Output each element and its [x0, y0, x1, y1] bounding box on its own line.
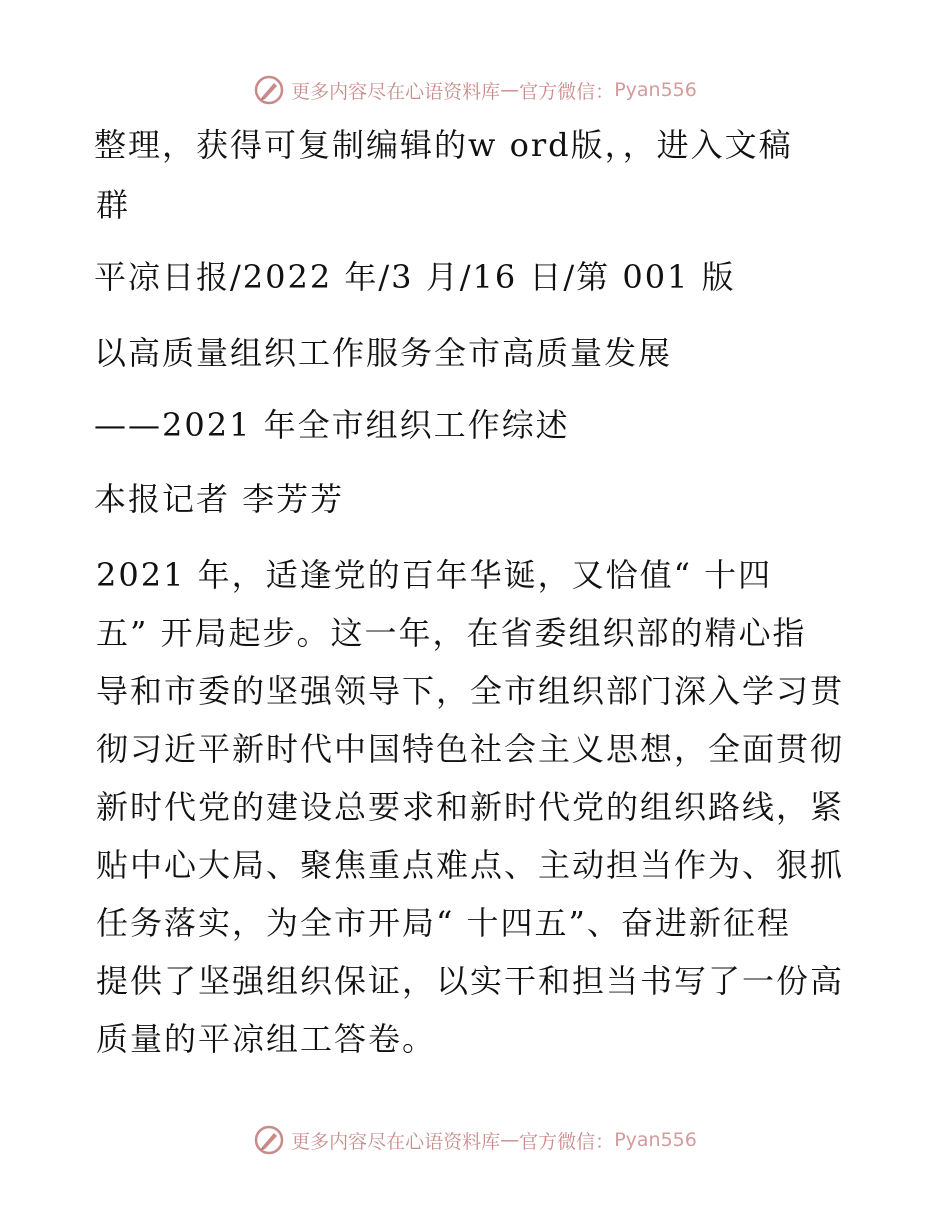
body-line: 提供了坚强组织保证，以实干和担当书写了一份高 [96, 962, 845, 1000]
header-line-2: 群 [96, 186, 131, 224]
watermark-text: 更多内容尽在心语资料库 [291, 1130, 501, 1153]
body-line: 质量的平凉组工答卷。 [96, 1020, 437, 1058]
body-line: 任务落实，为全市开局“ 十四五”、奋进新征程 [96, 904, 791, 942]
watermark-header [0, 70, 950, 110]
watermark-separator: — [500, 79, 520, 101]
body-line: 新时代党的建设总要求和新时代党的组织路线，紧 [96, 788, 845, 826]
body-line: 导和市委的坚强领导下，全市组织部门深入学习贯 [96, 672, 845, 710]
watermark-separator: — [500, 1129, 520, 1151]
article-body [96, 546, 950, 1068]
article-title: 以高质量组织工作服务全市高质量发展 [94, 334, 673, 372]
body-line: 五” 开局起步。这一年，在省委组织部的精心指 [96, 614, 807, 652]
header-line-1: 整理，获得可复制编辑的w ord版，，进入文稿 [94, 126, 793, 164]
body-line: 彻习近平新时代中国特色社会主义思想，全面贯彻 [96, 730, 845, 768]
watermark-official-label: 官方微信： [519, 80, 615, 103]
pen-logo-icon [253, 1124, 285, 1156]
body-line: 2021 年，适逢党的百年华诞，又恰值“ 十四 [96, 556, 773, 594]
watermark-wechat-id: Pyan556 [614, 1129, 697, 1151]
watermark-wechat-id: Pyan556 [614, 79, 697, 101]
body-line: 贴中心大局、聚焦重点难点、主动担当作为、狠抓 [96, 846, 845, 884]
source-line: 平凉日报/2022 年/3 月/16 日/第 001 版 [94, 258, 736, 296]
watermark-footer [0, 1120, 950, 1160]
watermark-official-label: 官方微信： [519, 1130, 615, 1153]
article-byline: 本报记者 李芳芳 [94, 480, 345, 518]
article-subtitle: ——2021 年全市组织工作综述 [94, 406, 570, 444]
pen-logo-icon [253, 74, 285, 106]
watermark-text: 更多内容尽在心语资料库 [291, 80, 501, 103]
